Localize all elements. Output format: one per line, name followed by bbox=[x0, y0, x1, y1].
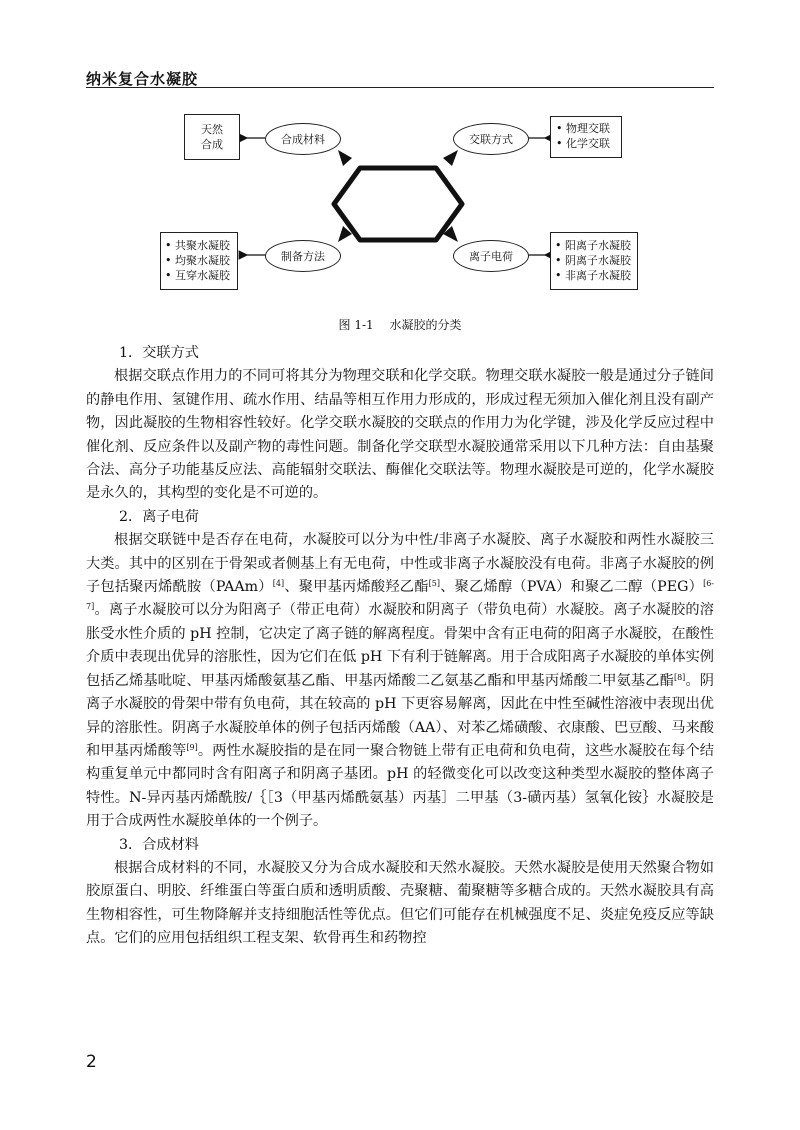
section-heading-charge: 2．离子电荷 bbox=[119, 508, 199, 525]
citation-ref: [8] bbox=[673, 672, 686, 682]
charge-types-box bbox=[550, 232, 638, 290]
natural-synthetic-box bbox=[184, 114, 240, 160]
citation-ref: [9] bbox=[186, 742, 198, 752]
ionic-charge-oval: 离子电荷 bbox=[453, 240, 529, 272]
caption-text: 水凝胶的分类 bbox=[389, 318, 462, 332]
body-text bbox=[86, 342, 714, 951]
charge-text-part: 、聚甲基丙烯酸羟乙酯 bbox=[284, 579, 429, 596]
paragraph-charge bbox=[86, 529, 714, 833]
citation-ref: [6-7] bbox=[86, 579, 714, 612]
box-item-nonionic: • 非离子水凝胶 bbox=[555, 269, 631, 282]
box-item-chemical-crosslink: • 化学交联 bbox=[556, 137, 610, 150]
box-line-synthetic: 合成 bbox=[201, 138, 223, 151]
charge-text-part: 。阴离子水凝胶的骨架中带有负电荷，其在较高的 pH 下更容易解离，因此在中性至碱性溶液中表现出优异的溶胀性。阴离子水凝胶单体的例子包括丙烯酸（AA）、对苯乙烯磺酸、衣康酸、巴豆酸、马来酸和甲基丙烯酸等 bbox=[86, 672, 714, 759]
caption-number: 图 1-1 bbox=[338, 318, 374, 332]
arrow-top-right bbox=[443, 150, 458, 166]
citation-ref: [5] bbox=[428, 579, 440, 589]
preparation-types-box bbox=[160, 232, 238, 290]
charge-text-part: 、聚乙烯醇（PVA）和聚乙二醇（PEG） bbox=[440, 579, 704, 596]
arrow-top-left bbox=[338, 150, 352, 166]
box-item-interpenetrating: • 互穿水凝胶 bbox=[165, 269, 230, 282]
section-heading-crosslink: 1．交联方式 bbox=[119, 345, 199, 361]
charge-text-part: 根据交联链中是否存在电荷，水凝胶可以分为中性/非离子水凝胶、离子水凝胶和两性水凝胶三大类。其中的区别在于骨架或者侧基上有无电荷，中性或非离子水凝胶没有电荷。非离子水凝胶的例子包括聚丙烯酰胺（PAAm） bbox=[86, 532, 714, 596]
paragraph-crosslink: 根据交联点作用力的不同可将其分为物理交联和化学交联。物理交联水凝胶一般是通过分子链间的静电作用、氢键作用、疏水作用、结晶等相互作用力形成的，形成过程无须加入催化剂且没有副产物，因此凝胶的生物相容性较好。化学交联水凝胶的交联点的作用力为化学键，涉及化学反应过程中催化剂、反应条件以及副产物的毒性问题。制备化学交联型水凝胶通常采用以下几种方法：自由基聚合法、高分子功能基反应法、高能辐射交联法、酶催化交联法等。物理水凝胶是可逆的，化学水凝胶是永久的，其构型的变化是不可逆的。 bbox=[86, 368, 714, 502]
box-item-anionic: • 阴离子水凝胶 bbox=[555, 254, 631, 267]
charge-text-part: 。离子水凝胶可以分为阳离子（带正电荷）水凝胶和阴离子（带负电荷）水凝胶。离子水凝胶的溶胀受水性介质的 pH 控制，它决定了离子链的解离程度。骨架中含有正电荷的阳离子水凝胶，在酸性介质中表现出优异的溶胀性，因为它们在低 pH 下有利于链解离。用于合成阳离子水凝胶的单体实例包括乙烯基吡啶、甲基丙烯酸氨基乙酯、甲基丙烯酸二乙氨基乙酯和甲基丙烯酸二甲氨基乙酯 bbox=[86, 602, 714, 689]
book-title: 纳米复合水凝胶 bbox=[86, 70, 199, 88]
box-line-natural: 天然 bbox=[201, 123, 223, 136]
synthesis-material-oval: 合成材料 bbox=[265, 123, 341, 155]
figure-connectors bbox=[0, 0, 800, 310]
section-heading-synthesis: 3．合成材料 bbox=[119, 836, 199, 853]
box-item-physical-crosslink: • 物理交联 bbox=[556, 122, 610, 135]
center-hexagon bbox=[334, 168, 462, 240]
citation-ref: [4] bbox=[272, 579, 285, 589]
box-item-cationic: • 阳离子水凝胶 bbox=[555, 239, 631, 252]
box-item-homopolymer: • 均聚水凝胶 bbox=[165, 254, 230, 267]
page-number: 2 bbox=[86, 1052, 97, 1072]
preparation-method-oval: 制备方法 bbox=[265, 240, 341, 272]
box-item-copolymer: • 共聚水凝胶 bbox=[165, 239, 230, 252]
paragraph-synthesis: 根据合成材料的不同，水凝胶又分为合成水凝胶和天然水凝胶。天然水凝胶是使用天然聚合物如胶原蛋白、明胶、纤维蛋白等蛋白质和透明质酸、壳聚糖、葡聚糖等多糖合成的。天然水凝胶具有高生物相容性，可生物降解并支持细胞活性等优点。但它们可能存在机械强度不足、炎症免疫反应等缺点。它们的应用包括组织工程支架、软骨再生和药物控 bbox=[86, 859, 714, 947]
charge-text-part: 。两性水凝胶指的是在同一聚合物链上带有正电荷和负电荷，这些水凝胶在每个结构重复单元中都同时含有阳离子和阴离子基团。pH 的轻微变化可以改变这种类型水凝胶的整体离子特性。N-异丙基丙烯酰胺/｛［3（甲基丙烯酰氨基）丙基］二甲基（3-磺丙基）氢氧化铵｝水凝胶是用于合成两性水凝胶单体的一个例子。 bbox=[86, 742, 714, 830]
crosslink-types-box bbox=[550, 116, 622, 158]
classification-figure bbox=[0, 0, 800, 310]
crosslink-method-oval: 交联方式 bbox=[453, 123, 529, 155]
figure-caption bbox=[0, 316, 800, 333]
